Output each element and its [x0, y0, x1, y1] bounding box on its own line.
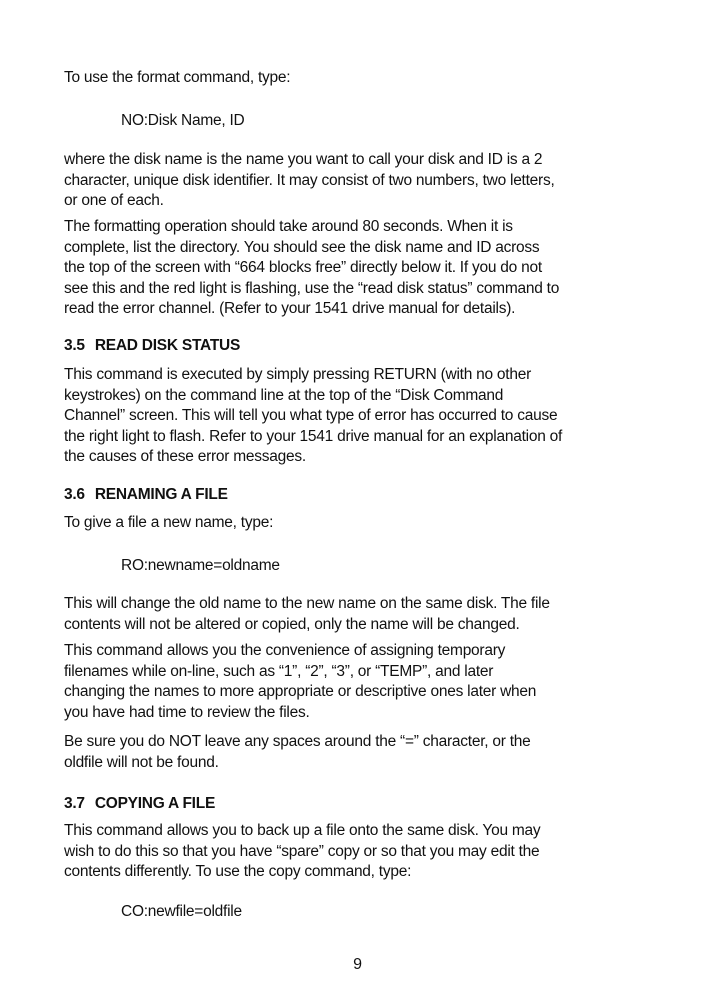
section-title: READ DISK STATUS: [94, 337, 241, 354]
copy-command: CO:newfile=oldfile: [121, 903, 242, 920]
format-command: NO:Disk Name, ID: [121, 112, 245, 129]
rename-paragraph-2: This command allows you the convenience of assigning temporary filenames while on-line, such as “1”, “2”, “3”, or “TEMP”, and later changing the names to more appropriate or descriptive ones later when you have had time to review the files.: [64, 642, 537, 721]
section-heading-copying-a-file: [64, 794, 215, 815]
section-heading-read-disk-status: [64, 336, 240, 357]
rename-paragraph-3: Be sure you do NOT leave any spaces around the “=” character, or the oldfile will not be found.: [64, 733, 531, 771]
read-status-paragraph: This command is executed by simply pressing RETURN (with no other keystrokes) on the command line at the top of the “Disk Command Channel” screen. This will tell you what type of error has occurred to cause the right light to flash. Refer to your 1541 drive manual for an explanation of the causes of these error messages.: [64, 366, 563, 465]
section-title: RENAMING A FILE: [94, 486, 228, 503]
section-heading-renaming-a-file: [64, 485, 228, 506]
section-number: 3.5: [64, 337, 85, 354]
rename-command: RO:newname=oldname: [121, 557, 280, 574]
format-intro: To use the format command, type:: [64, 69, 291, 86]
section-title: COPYING A FILE: [94, 795, 216, 812]
disk-name-paragraph: where the disk name is the name you want to call your disk and ID is a 2 character, unique disk identifier. It may consist of two numbers, two letters, or one of each.: [64, 151, 555, 209]
section-number: 3.6: [64, 486, 85, 503]
rename-paragraph-1: This will change the old name to the new name on the same disk. The file contents will not be altered or copied, only the name will be changed.: [64, 595, 550, 633]
section-number: 3.7: [64, 795, 85, 812]
page-number: 9: [353, 956, 362, 973]
copy-paragraph: This command allows you to back up a file onto the same disk. You may wish to do this so that you have “spare” copy or so that you may edit the contents differently. To use the copy command, type:: [64, 822, 541, 880]
formatting-paragraph: The formatting operation should take around 80 seconds. When it is complete, list the directory. You should see the disk name and ID across the top of the screen with “664 blocks free” directly below it. If you do not see this and the red light is flashing, use the “read disk status” command to read the error channel. (Refer to your 1541 drive manual for details).: [64, 218, 560, 317]
rename-intro: To give a file a new name, type:: [64, 514, 274, 531]
